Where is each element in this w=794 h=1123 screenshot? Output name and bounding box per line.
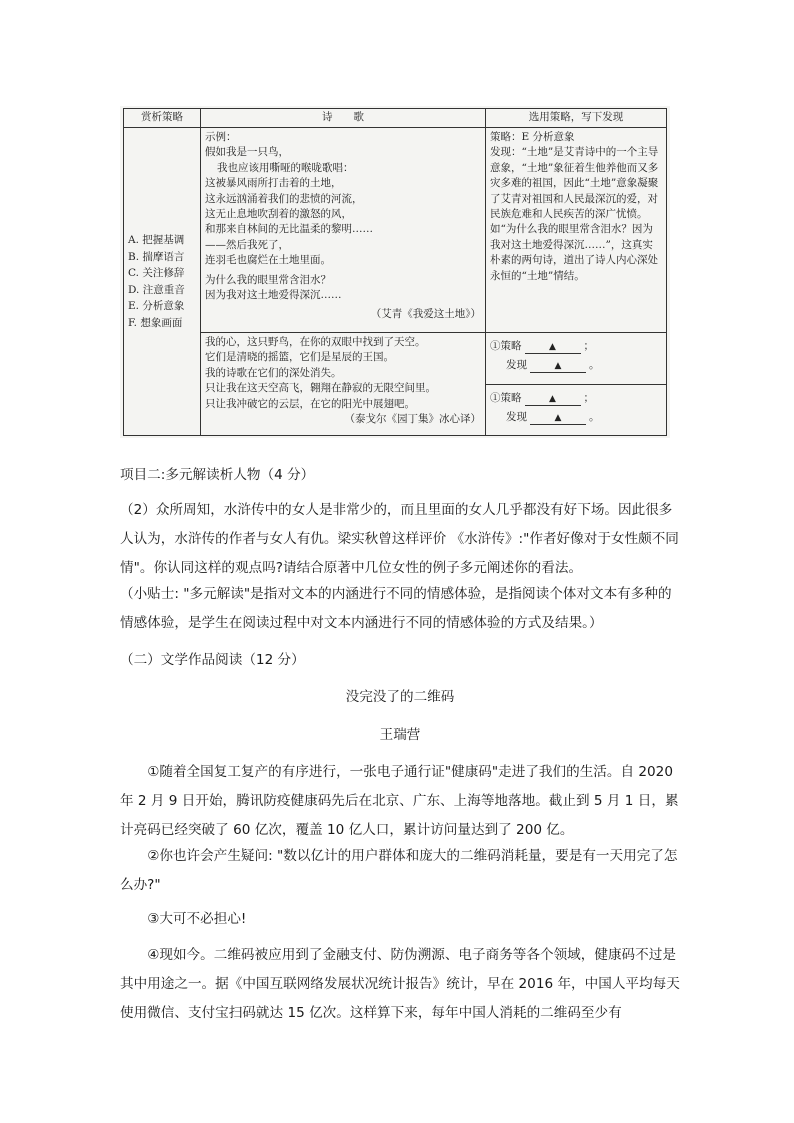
answer-semicolon: ； <box>583 391 594 404</box>
poem-line: 这被暴风雨所打击着的土地， <box>205 177 342 190</box>
tagore-poem-cell <box>201 333 486 436</box>
strategy-item: C. 关注修辞 <box>128 267 185 279</box>
strategy-blank[interactable] <box>525 340 581 354</box>
discovery-blank[interactable] <box>530 411 586 425</box>
paragraph-1: ①随着全国复工复产的有序进行，一张电子通行证"健康码"走进了我们的生活。自 2020 年 2 月 9 日开始，腾讯防疫健康码先后在北京、广东、上海等地落地。截止到 5 月 1 日，累计亮码已经突破了 60 亿次，覆盖 10 亿人口，累计访问量达到了 200 亿。 <box>120 764 679 838</box>
poem-line: 只让我在这天空高飞，翱翔在静寂的无限空间里。 <box>205 382 436 395</box>
discovery-blank[interactable] <box>530 359 586 373</box>
answer-number: ① <box>490 391 501 404</box>
poem-line: 我也应该用嘶哑的喉咙歌唱： <box>217 161 354 174</box>
answer-cell-1 <box>486 333 667 385</box>
answer-cell-2 <box>486 384 667 436</box>
strategy-blank[interactable] <box>525 392 581 406</box>
strategy-item: F. 想象画面 <box>128 316 183 329</box>
paragraph-2: ②你也许会产生疑问: "数以亿计的用户群体和庞大的二维码消耗量，要是有一天用完了怎么办?" <box>120 848 678 893</box>
answer-discovery-label: 发现 <box>506 359 527 372</box>
answer-period: 。 <box>589 359 600 372</box>
poem-source: （艾青《我爱这土地》） <box>370 308 481 321</box>
poem-line: 我的诗歌在它们的深处消失。 <box>205 366 342 379</box>
triangle-marker-icon: ▲ <box>549 393 556 404</box>
tip-note: （小贴士: "多元解读"是指对文本的内涵进行不同的情感体验，是指阅读个体对文本有多种的情感体验，是学生在阅读过程中对文本内涵进行不同的情感体验的方式及结果。） <box>120 586 672 631</box>
answer-period: 。 <box>589 410 600 423</box>
example-row <box>124 128 667 333</box>
poem-line: 连羽毛也腐烂在土地里面。 <box>205 254 331 267</box>
project-two-heading: 项目二:多元解读析人物（4 分） <box>120 467 315 483</box>
answer-number: ① <box>490 340 501 352</box>
poem-line: 因为我对这土地爱得深沉…… <box>205 289 342 302</box>
example-answer-cell <box>486 128 667 333</box>
poem-line: 只让我冲破它的云层，在它的阳光中展翅吧。 <box>205 397 415 410</box>
paragraph-4: ④现如今。二维码被应用到了金融支付、防伪溯源、电子商务等各个领域，健康码不过是其中用途之一。据《中国互联网络发展状况统计报告》统计，早在 2016 年，中国人平均每天使用微信、支付宝扫码就达 15 亿次。这样算下来，每年中国人消耗的二维码至少有 <box>120 947 680 1021</box>
example-poem-cell <box>201 128 486 333</box>
answer-strategy-label: 策略 <box>500 340 522 352</box>
poem-source: （泰戈尔《园丁集》冰心译） <box>344 413 481 426</box>
strategy-item: E. 分析意象 <box>128 300 185 312</box>
section-two-heading: （二）文学作品阅读（12 分） <box>120 652 305 668</box>
header-poem: 诗 歌 <box>201 109 486 128</box>
question-two: （2）众所周知，水浒传中的女人是非常少的，而且里面的女人几乎都没有好下场。因此很多人认为，水浒传的作者与女人有仇。梁实秋曾这样评价 《水浒传》:"作者好像对于女性颇不同情"。你认同这样的观点吗?请结合原著中几位女性的例子多元阐述你的看法。 <box>120 502 679 576</box>
answer-strategy-label: 策略 <box>500 391 522 404</box>
strategy-item: B. 揣摩语言 <box>128 250 185 263</box>
poem-line: 这无止息地吹刮着的激怒的风， <box>205 208 352 221</box>
answer-semicolon: ； <box>583 340 594 352</box>
header-strategy: 赏析策略 <box>124 109 201 128</box>
exercise-row <box>124 333 667 385</box>
example-strategy: 策略：E 分析意象 <box>490 131 575 143</box>
example-discovery: 发现：“土地”是艾青诗中的一个主导意象，“土地”象征着生他养他而又多灾多难的祖国，因此“土地”意象凝聚了艾青对祖国和人民最深沉的爱，对民族危难和人民疾苦的深广忧愤。如“为什么我的眼里常含泪水？因为我对这土地爱得深沉……”，这真实朴素的两句诗，道出了诗人内心深处永恒的“土地”情结。 <box>490 146 659 282</box>
triangle-marker-icon: ▲ <box>554 361 562 372</box>
article-author: 王瑞营 <box>379 727 421 743</box>
paragraph-3: ③大可不必担心! <box>147 911 247 927</box>
poem-line: 假如我是一只鸟， <box>205 146 289 159</box>
poem-appreciation-table <box>123 108 667 436</box>
table-header-row <box>124 109 667 128</box>
strategy-list <box>124 128 201 436</box>
triangle-marker-icon: ▲ <box>554 412 562 423</box>
strategy-item: A. 把握基调 <box>128 234 185 246</box>
article-title: 没完没了的二维码 <box>345 689 455 705</box>
triangle-marker-icon: ▲ <box>549 342 556 352</box>
poem-line: 这永远汹涌着我们的悲愤的河流， <box>205 192 363 205</box>
poem-line: 为什么我的眼里常含泪水？ <box>205 273 331 286</box>
poem-line: 和那来自林间的无比温柔的黎明…… <box>205 223 373 236</box>
header-discovery: 选用策略，写下发现 <box>486 109 667 128</box>
strategy-item: D. 注意重音 <box>128 283 185 296</box>
poem-line: ——然后我死了， <box>205 238 289 251</box>
answer-discovery-label: 发现 <box>506 410 527 423</box>
example-label: 示例： <box>205 131 237 143</box>
poem-line: 它们是清晓的摇篮，它们是星辰的王国。 <box>205 351 394 364</box>
poem-line: 我的心，这只野鸟，在你的双眼中找到了天空。 <box>205 336 426 348</box>
